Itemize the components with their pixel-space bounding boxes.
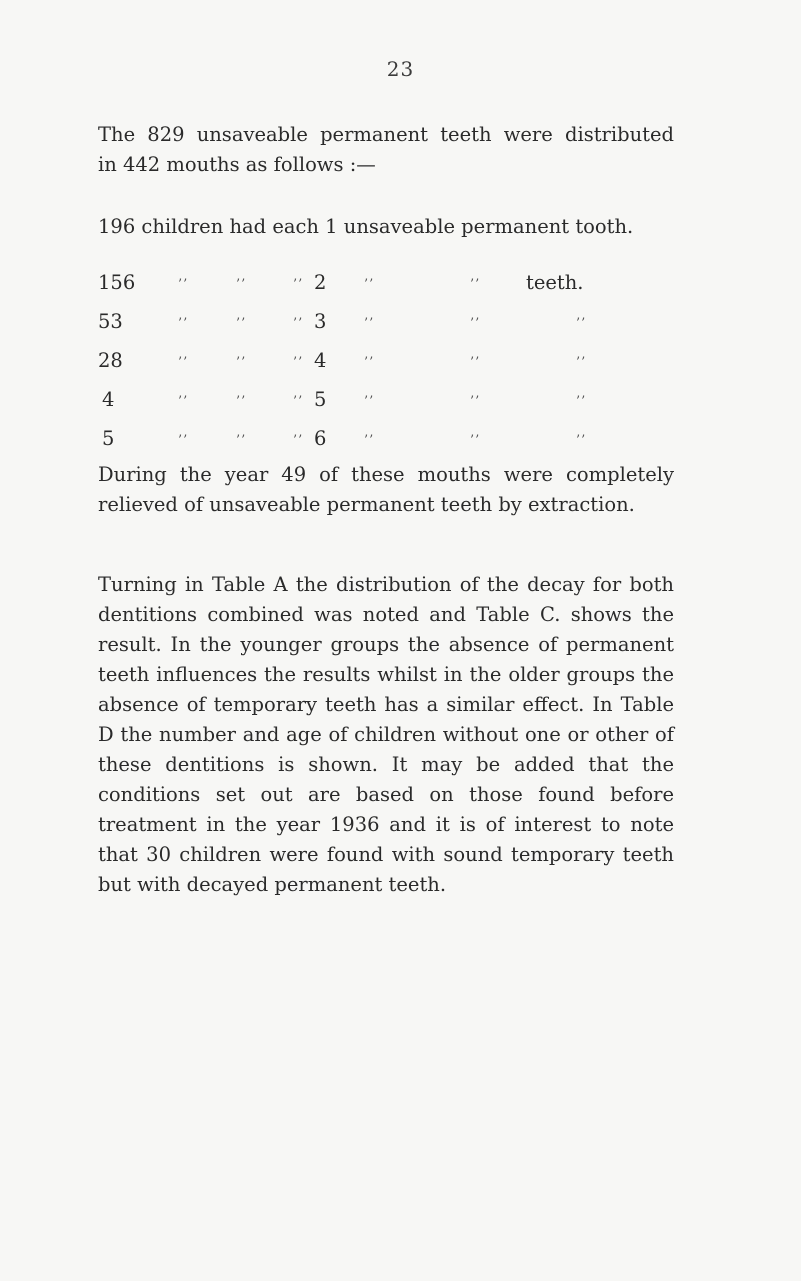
children-count: 28: [98, 349, 123, 372]
end-word: ’’: [576, 316, 587, 331]
ditto-mark: ’’: [364, 355, 375, 370]
ditto-mark: ’’: [364, 277, 375, 292]
teeth-count: 3: [314, 310, 327, 333]
ditto-mark: ’’: [178, 394, 189, 409]
ditto-mark: ’’: [364, 316, 375, 331]
ditto-mark: ’’: [293, 277, 304, 292]
end-word: teeth.: [526, 271, 584, 294]
teeth-count: 5: [314, 388, 327, 411]
ditto-mark: ’’: [470, 316, 481, 331]
ditto-mark: ’’: [293, 394, 304, 409]
end-word: ’’: [576, 433, 587, 448]
ditto-mark: ’’: [364, 433, 375, 448]
end-word: ’’: [576, 394, 587, 409]
intro-paragraph: [98, 120, 674, 180]
table-row: [98, 310, 688, 349]
distribution-table: [98, 215, 688, 466]
ditto-mark: ’’: [236, 394, 247, 409]
teeth-count: 2: [314, 271, 327, 294]
ditto-mark: ’’: [293, 355, 304, 370]
decay-paragraph: Turning in Table A the distribution of the decay for both dentitions combined was noted and Table C. shows the result. In the younger groups the absence of permanent teeth influences the results whilst in the older groups the absence of temporary teeth has a similar effect. In Table D the number and age of children without one or other of these dentitions is shown. It may be added that the conditions set out are based on those found before treatment in the year 1936 and it is of interest to note that 30 children were found with sound temporary teeth but with decayed permanent teeth.: [98, 573, 674, 896]
ditto-mark: ’’: [470, 277, 481, 292]
ditto-mark: ’’: [470, 433, 481, 448]
children-count: 53: [98, 310, 123, 333]
end-word: ’’: [576, 355, 587, 370]
ditto-mark: ’’: [236, 316, 247, 331]
intro-line-1: The 829 unsaveable permanent teeth were distributed: [98, 123, 674, 146]
teeth-count: 4: [314, 349, 327, 372]
ditto-mark: ’’: [178, 277, 189, 292]
ditto-mark: ’’: [236, 355, 247, 370]
ditto-mark: ’’: [470, 355, 481, 370]
table-row: [98, 271, 688, 310]
page-number: 23: [386, 57, 415, 81]
children-count: 156: [98, 271, 136, 294]
ditto-mark: ’’: [293, 316, 304, 331]
ditto-mark: ’’: [178, 316, 189, 331]
teeth-count: 6: [314, 427, 327, 450]
ditto-mark: ’’: [178, 355, 189, 370]
table-row: [98, 349, 688, 388]
children-count: 4: [102, 388, 115, 411]
ditto-mark: ’’: [236, 277, 247, 292]
ditto-mark: ’’: [364, 394, 375, 409]
intro-line-2: in 442 mouths as follows :—: [98, 153, 376, 176]
extraction-paragraph: During the year 49 of these mouths were completely relieved of unsaveable permanent teeth by extraction.: [98, 463, 674, 516]
distribution-header: 196 children had each 1 unsaveable permanent tooth.: [98, 215, 634, 238]
ditto-mark: ’’: [293, 433, 304, 448]
ditto-mark: ’’: [236, 433, 247, 448]
distribution-header-row: [98, 215, 688, 271]
ditto-mark: ’’: [178, 433, 189, 448]
children-count: 5: [102, 427, 115, 450]
table-row: [98, 388, 688, 427]
ditto-mark: ’’: [470, 394, 481, 409]
